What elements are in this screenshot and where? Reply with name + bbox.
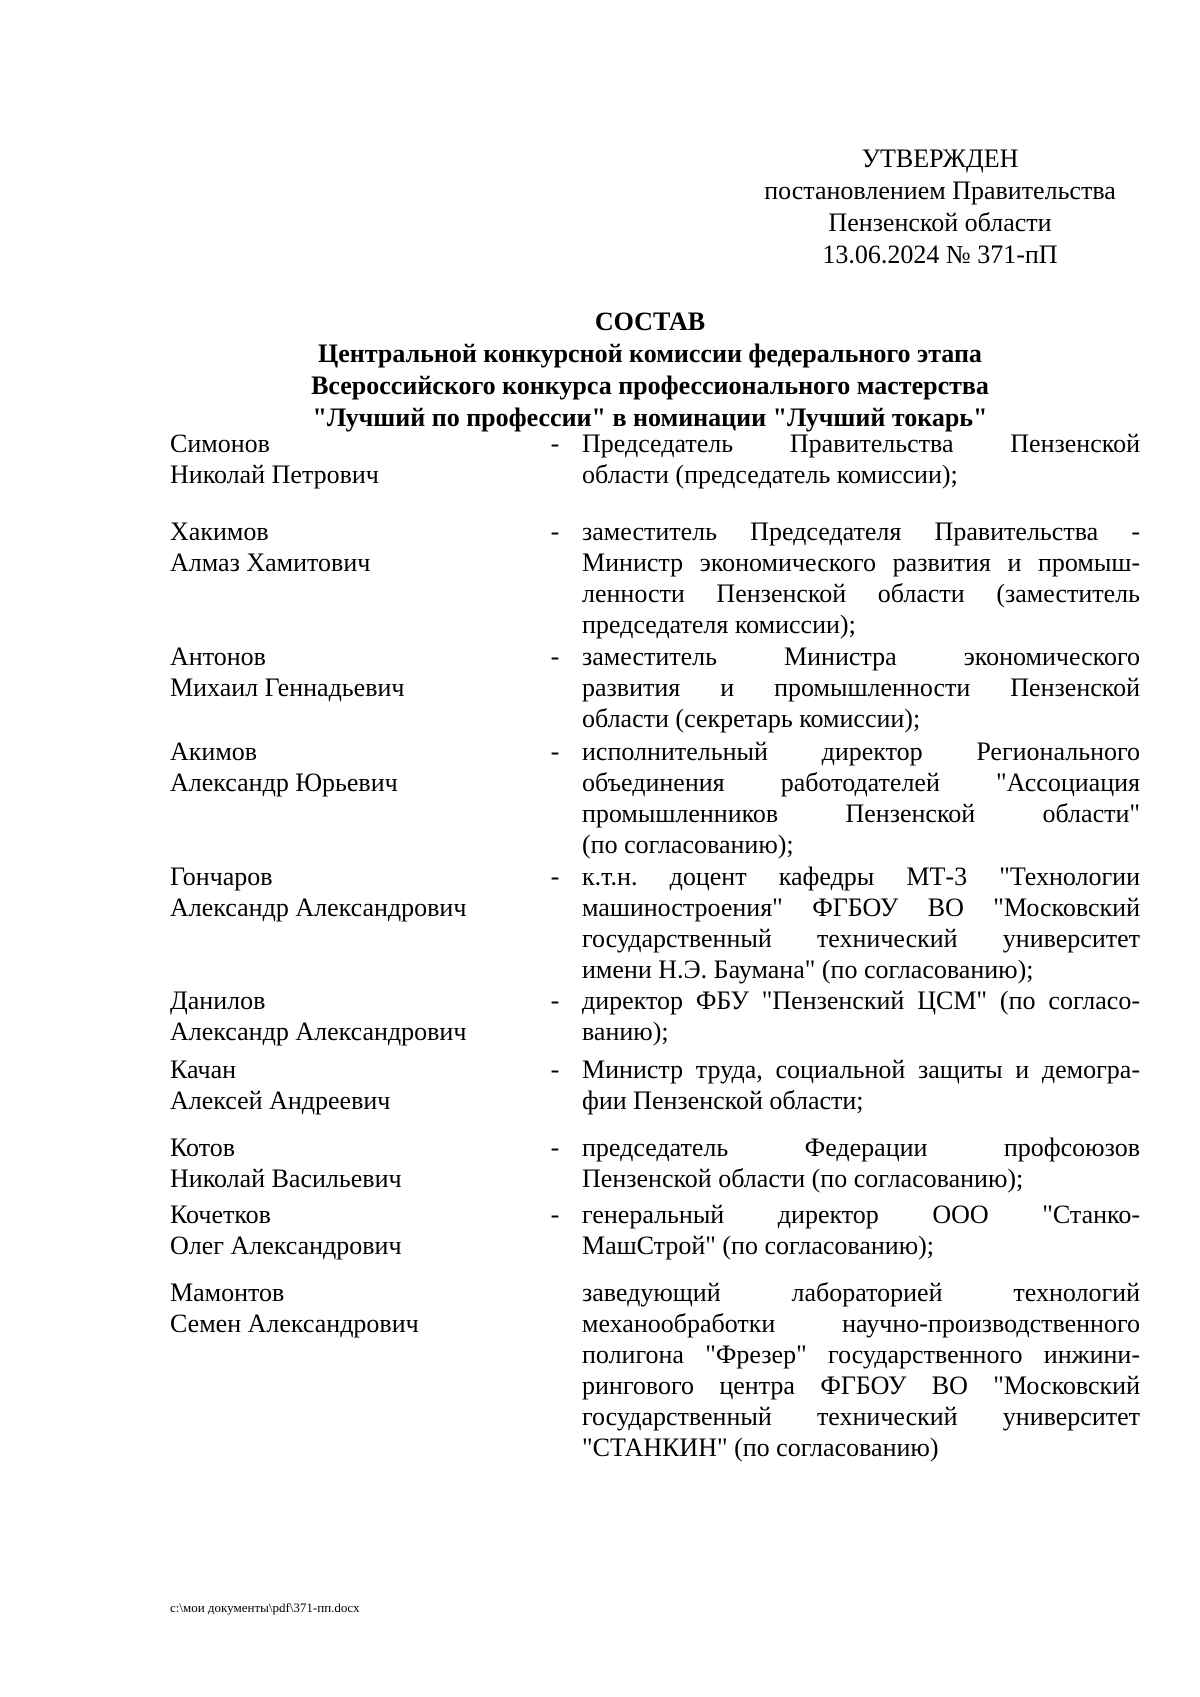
position-line: полигона "Фрезер" государственного инжини- xyxy=(582,1340,1140,1369)
member-name xyxy=(170,736,540,798)
member-dash: - xyxy=(550,517,560,546)
member-surname: Гончаров xyxy=(170,862,273,891)
member-surname: Антонов xyxy=(170,642,266,671)
approval-line: постановлением Правительства xyxy=(764,176,1116,205)
position-line: заместитель Председателя Правительства - xyxy=(582,517,1140,546)
member-surname: Акимов xyxy=(170,737,258,766)
position-line: фии Пензенской области; xyxy=(582,1086,864,1115)
position-line: председателя комиссии); xyxy=(582,610,856,639)
member-dash: - xyxy=(550,1055,560,1084)
member-name xyxy=(170,1199,540,1261)
member-dash: - xyxy=(550,986,560,1015)
position-line: Министр труда, социальной защиты и демогра- xyxy=(582,1055,1140,1084)
approval-line: УТВЕРЖДЕН xyxy=(861,144,1019,173)
position-line: (по согласованию); xyxy=(582,830,794,859)
member-dash: - xyxy=(550,1133,560,1162)
member-position xyxy=(582,861,1140,985)
member-position xyxy=(582,428,1140,490)
member-name xyxy=(170,985,540,1047)
member-surname: Котов xyxy=(170,1133,235,1162)
member-name xyxy=(170,516,540,578)
approval-line: Пензенской области xyxy=(828,208,1052,237)
position-line: председатель Федерации профсоюзов xyxy=(582,1133,1140,1162)
position-line: развития и промышленности Пензенской xyxy=(582,673,1140,702)
position-line: заместитель Министра экономического xyxy=(582,642,1140,671)
position-line: промышленников Пензенской области" xyxy=(582,799,1140,828)
file-path-footer: c:\мои документы\pdf\371-пп.docx xyxy=(170,1600,360,1615)
position-line: генеральный директор ООО "Станко- xyxy=(582,1200,1140,1229)
member-given-names: Александр Александрович xyxy=(170,1017,467,1046)
member-position xyxy=(582,516,1140,640)
position-line: Председатель Правительства Пензенской xyxy=(582,429,1140,458)
position-line: Министр экономического развития и промыш- xyxy=(582,548,1140,577)
member-given-names: Алексей Андреевич xyxy=(170,1086,391,1115)
member-surname: Данилов xyxy=(170,986,266,1015)
member-dash: - xyxy=(550,429,560,458)
member-position xyxy=(582,1054,1140,1116)
position-line: ленности Пензенской области (заместитель xyxy=(582,579,1140,608)
position-line: ванию); xyxy=(582,1017,669,1046)
position-line: государственный технический университет xyxy=(582,1402,1140,1431)
position-line: заведующий лабораторией технологий xyxy=(582,1278,1140,1307)
member-name xyxy=(170,1054,540,1116)
member-given-names: Михаил Геннадьевич xyxy=(170,673,405,702)
title-heading: СОСТАВ xyxy=(594,307,706,336)
member-position xyxy=(582,1132,1140,1194)
member-dash: - xyxy=(550,1200,560,1229)
member-surname: Симонов xyxy=(170,429,270,458)
member-position xyxy=(582,1199,1140,1261)
member-name xyxy=(170,1132,540,1194)
member-given-names: Алмаз Хамитович xyxy=(170,548,371,577)
position-line: Пензенской области (по согласованию); xyxy=(582,1164,1024,1193)
document-title xyxy=(170,306,1130,434)
member-name xyxy=(170,1277,540,1339)
member-surname: Мамонтов xyxy=(170,1278,285,1307)
member-name xyxy=(170,428,540,490)
position-line: имени Н.Э. Баумана" (по согласованию); xyxy=(582,955,1034,984)
member-dash: - xyxy=(550,862,560,891)
member-surname: Качан xyxy=(170,1055,237,1084)
position-line: директор ФБУ "Пензенский ЦСМ" (по согласо- xyxy=(582,986,1140,1015)
position-line: объединения работодателей "Ассоциация xyxy=(582,768,1140,797)
member-dash: - xyxy=(550,642,560,671)
member-given-names: Александр Александрович xyxy=(170,893,467,922)
position-line: области (секретарь комиссии); xyxy=(582,704,921,733)
member-position xyxy=(582,641,1140,734)
position-line: исполнительный директор Регионального xyxy=(582,737,1140,766)
position-line: "СТАНКИН" (по согласованию) xyxy=(582,1433,939,1462)
member-dash: - xyxy=(550,737,560,766)
member-name xyxy=(170,861,540,923)
member-given-names: Николай Петрович xyxy=(170,460,379,489)
member-given-names: Николай Васильевич xyxy=(170,1164,402,1193)
position-line: механообработки научно-производственного xyxy=(582,1309,1140,1338)
member-surname: Хакимов xyxy=(170,517,269,546)
title-line: Всероссийского конкурса профессионального мастерства xyxy=(311,371,989,400)
member-surname: Кочетков xyxy=(170,1200,271,1229)
approval-line: 13.06.2024 № 371-пП xyxy=(822,240,1058,269)
position-line: машиностроения" ФГБОУ ВО "Московский xyxy=(582,893,1140,922)
member-name xyxy=(170,641,540,703)
position-line: области (председатель комиссии); xyxy=(582,460,958,489)
member-position xyxy=(582,736,1140,860)
title-line: "Лучший по профессии" в номинации "Лучший токарь" xyxy=(312,403,988,432)
position-line: к.т.н. доцент кафедры МТ-3 "Технологии xyxy=(582,862,1140,891)
position-line: государственный технический университет xyxy=(582,924,1140,953)
member-position xyxy=(582,985,1140,1047)
member-position xyxy=(582,1277,1140,1463)
approval-stamp xyxy=(700,143,1180,271)
member-given-names: Олег Александрович xyxy=(170,1231,402,1260)
title-line: Центральной конкурсной комиссии федерального этапа xyxy=(318,339,982,368)
member-given-names: Семен Александрович xyxy=(170,1309,419,1338)
position-line: МашСтрой" (по согласованию); xyxy=(582,1231,935,1260)
member-given-names: Александр Юрьевич xyxy=(170,768,398,797)
position-line: рингового центра ФГБОУ ВО "Московский xyxy=(582,1371,1140,1400)
